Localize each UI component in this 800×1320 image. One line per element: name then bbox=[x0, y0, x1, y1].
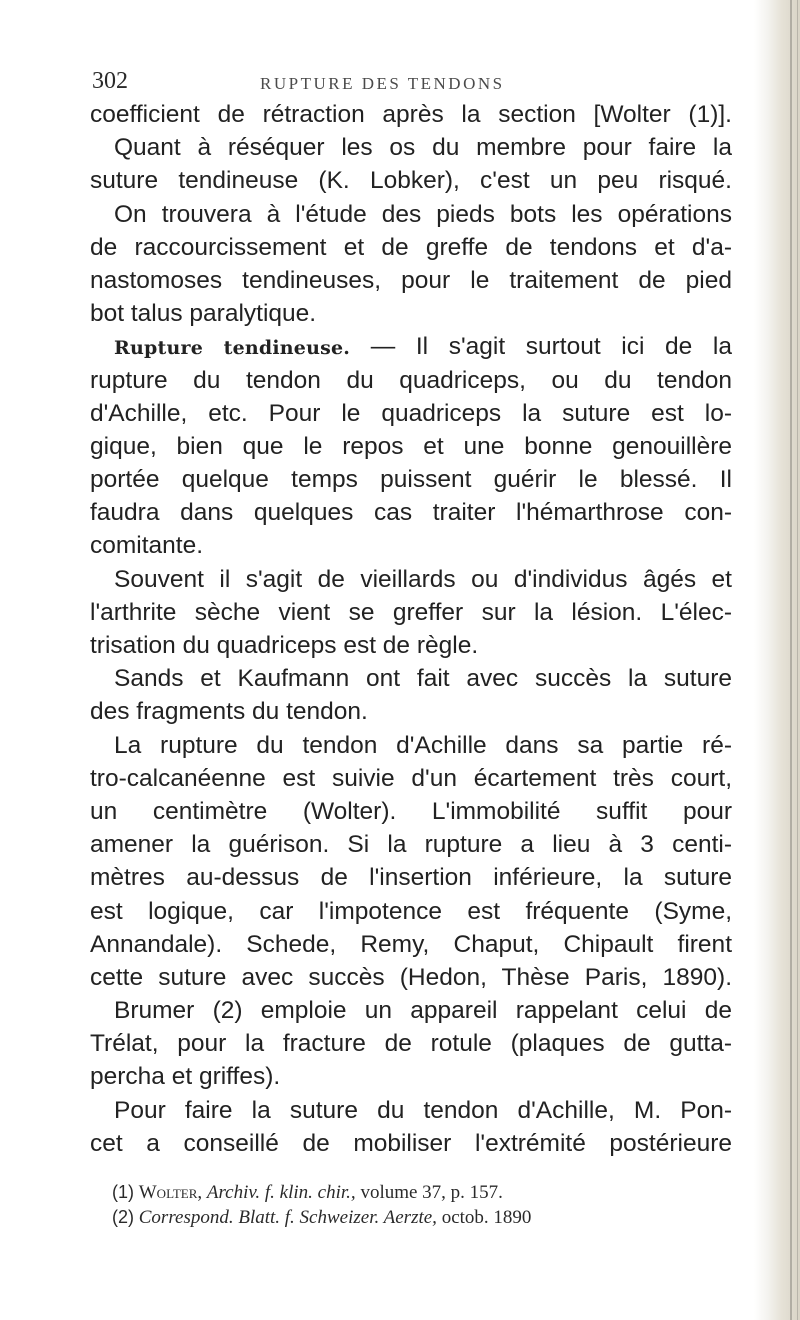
footnote-1 bbox=[112, 1180, 732, 1205]
page-edge-shadow bbox=[754, 0, 800, 1320]
page-edge-line bbox=[790, 0, 792, 1320]
text-line: d'Achille, etc. Pour le quadriceps la suture est lo- bbox=[90, 399, 732, 427]
text-line: des fragments du tendon. bbox=[90, 698, 368, 726]
text-line: nastomoses tendineuses, pour le traitement de pied bbox=[90, 266, 732, 294]
text-line: mètres au-dessus de l'insertion inférieure, la suture bbox=[90, 864, 732, 892]
text-line: suture tendineuse (K. Lobker), c'est un peu risqué. bbox=[90, 167, 732, 195]
text-line: comitante. bbox=[90, 532, 204, 560]
footnote-number: (2) bbox=[112, 1207, 134, 1227]
page-edge-line-outer bbox=[797, 0, 798, 1320]
text-line-with-heading bbox=[90, 330, 732, 363]
text-line: amener la guérison. Si la rupture a lieu à 3 centi- bbox=[90, 831, 732, 859]
text-line-run: — Il s'agit surtout ici de la bbox=[370, 333, 732, 361]
text-line: est logique, car l'impotence est fréquente (Syme, bbox=[90, 897, 732, 925]
page-number: 302 bbox=[92, 68, 128, 94]
footnote-2 bbox=[112, 1205, 732, 1230]
text-line: On trouvera à l'étude des pieds bots les opérations bbox=[114, 200, 732, 228]
text-line: cette suture avec succès (Hedon, Thèse Paris, 1890). bbox=[90, 963, 732, 991]
text-line: tro-calcanéenne est suivie d'un écartement très court, bbox=[90, 764, 732, 792]
text-line: Sands et Kaufmann ont fait avec succès la suture bbox=[114, 665, 732, 693]
text-line: coefficient de rétraction après la section [Wolter (1)]. bbox=[90, 101, 732, 128]
text-line: Souvent il s'agit de vieillards ou d'individus âgés et bbox=[114, 565, 732, 593]
text-line: Pour faire la suture du tendon d'Achille, M. Pon- bbox=[114, 1096, 732, 1124]
section-heading: Rupture tendineuse. bbox=[114, 337, 351, 360]
footnote-journal: Archiv. f. klin. chir., bbox=[206, 1182, 356, 1203]
text-line: faudra dans quelques cas traiter l'hémarthrose con- bbox=[90, 499, 732, 527]
footnote-author: Wolter, bbox=[138, 1182, 203, 1203]
text-line: percha et griffes). bbox=[90, 1063, 281, 1091]
text-line: cet a conseillé de mobiliser l'extrémité postérieure bbox=[90, 1129, 732, 1157]
running-title: RUPTURE DES TENDONS bbox=[260, 74, 505, 93]
page-header bbox=[92, 68, 732, 98]
text-line: de raccourcissement et de greffe de tendons et d'a- bbox=[90, 233, 732, 261]
text-line: trisation du quadriceps est de règle. bbox=[90, 632, 479, 659]
footnote-reference: volume 37, p. 157. bbox=[360, 1182, 503, 1203]
text-line: Brumer (2) emploie un appareil rappelant celui de bbox=[114, 997, 732, 1025]
footnote-number: (1) bbox=[112, 1182, 134, 1202]
text-line: Annandale). Schede, Remy, Chaput, Chipault firent bbox=[90, 930, 732, 958]
text-line: Trélat, pour la fracture de rotule (plaques de gutta- bbox=[90, 1030, 732, 1058]
text-line: portée quelque temps puissent guérir le blessé. Il bbox=[90, 466, 732, 494]
text-line: La rupture du tendon d'Achille dans sa partie ré- bbox=[114, 731, 732, 759]
text-line: un centimètre (Wolter). L'immobilité suffit pour bbox=[90, 797, 732, 825]
text-line: l'arthrite sèche vient se greffer sur la lésion. L'élec- bbox=[90, 598, 732, 626]
text-line: rupture du tendon du quadriceps, ou du tendon bbox=[90, 366, 732, 394]
footnote-journal: Correspond. Blatt. f. Schweizer. Aerzte, bbox=[138, 1207, 437, 1228]
footnotes bbox=[112, 1180, 732, 1230]
text-line: bot talus paralytique. bbox=[90, 300, 317, 328]
body-text bbox=[90, 98, 732, 1160]
text-line: Quant à réséquer les os du membre pour faire la bbox=[114, 134, 732, 162]
text-line: gique, bien que le repos et une bonne genouillère bbox=[90, 432, 732, 460]
footnote-reference: octob. 1890 bbox=[441, 1207, 532, 1228]
